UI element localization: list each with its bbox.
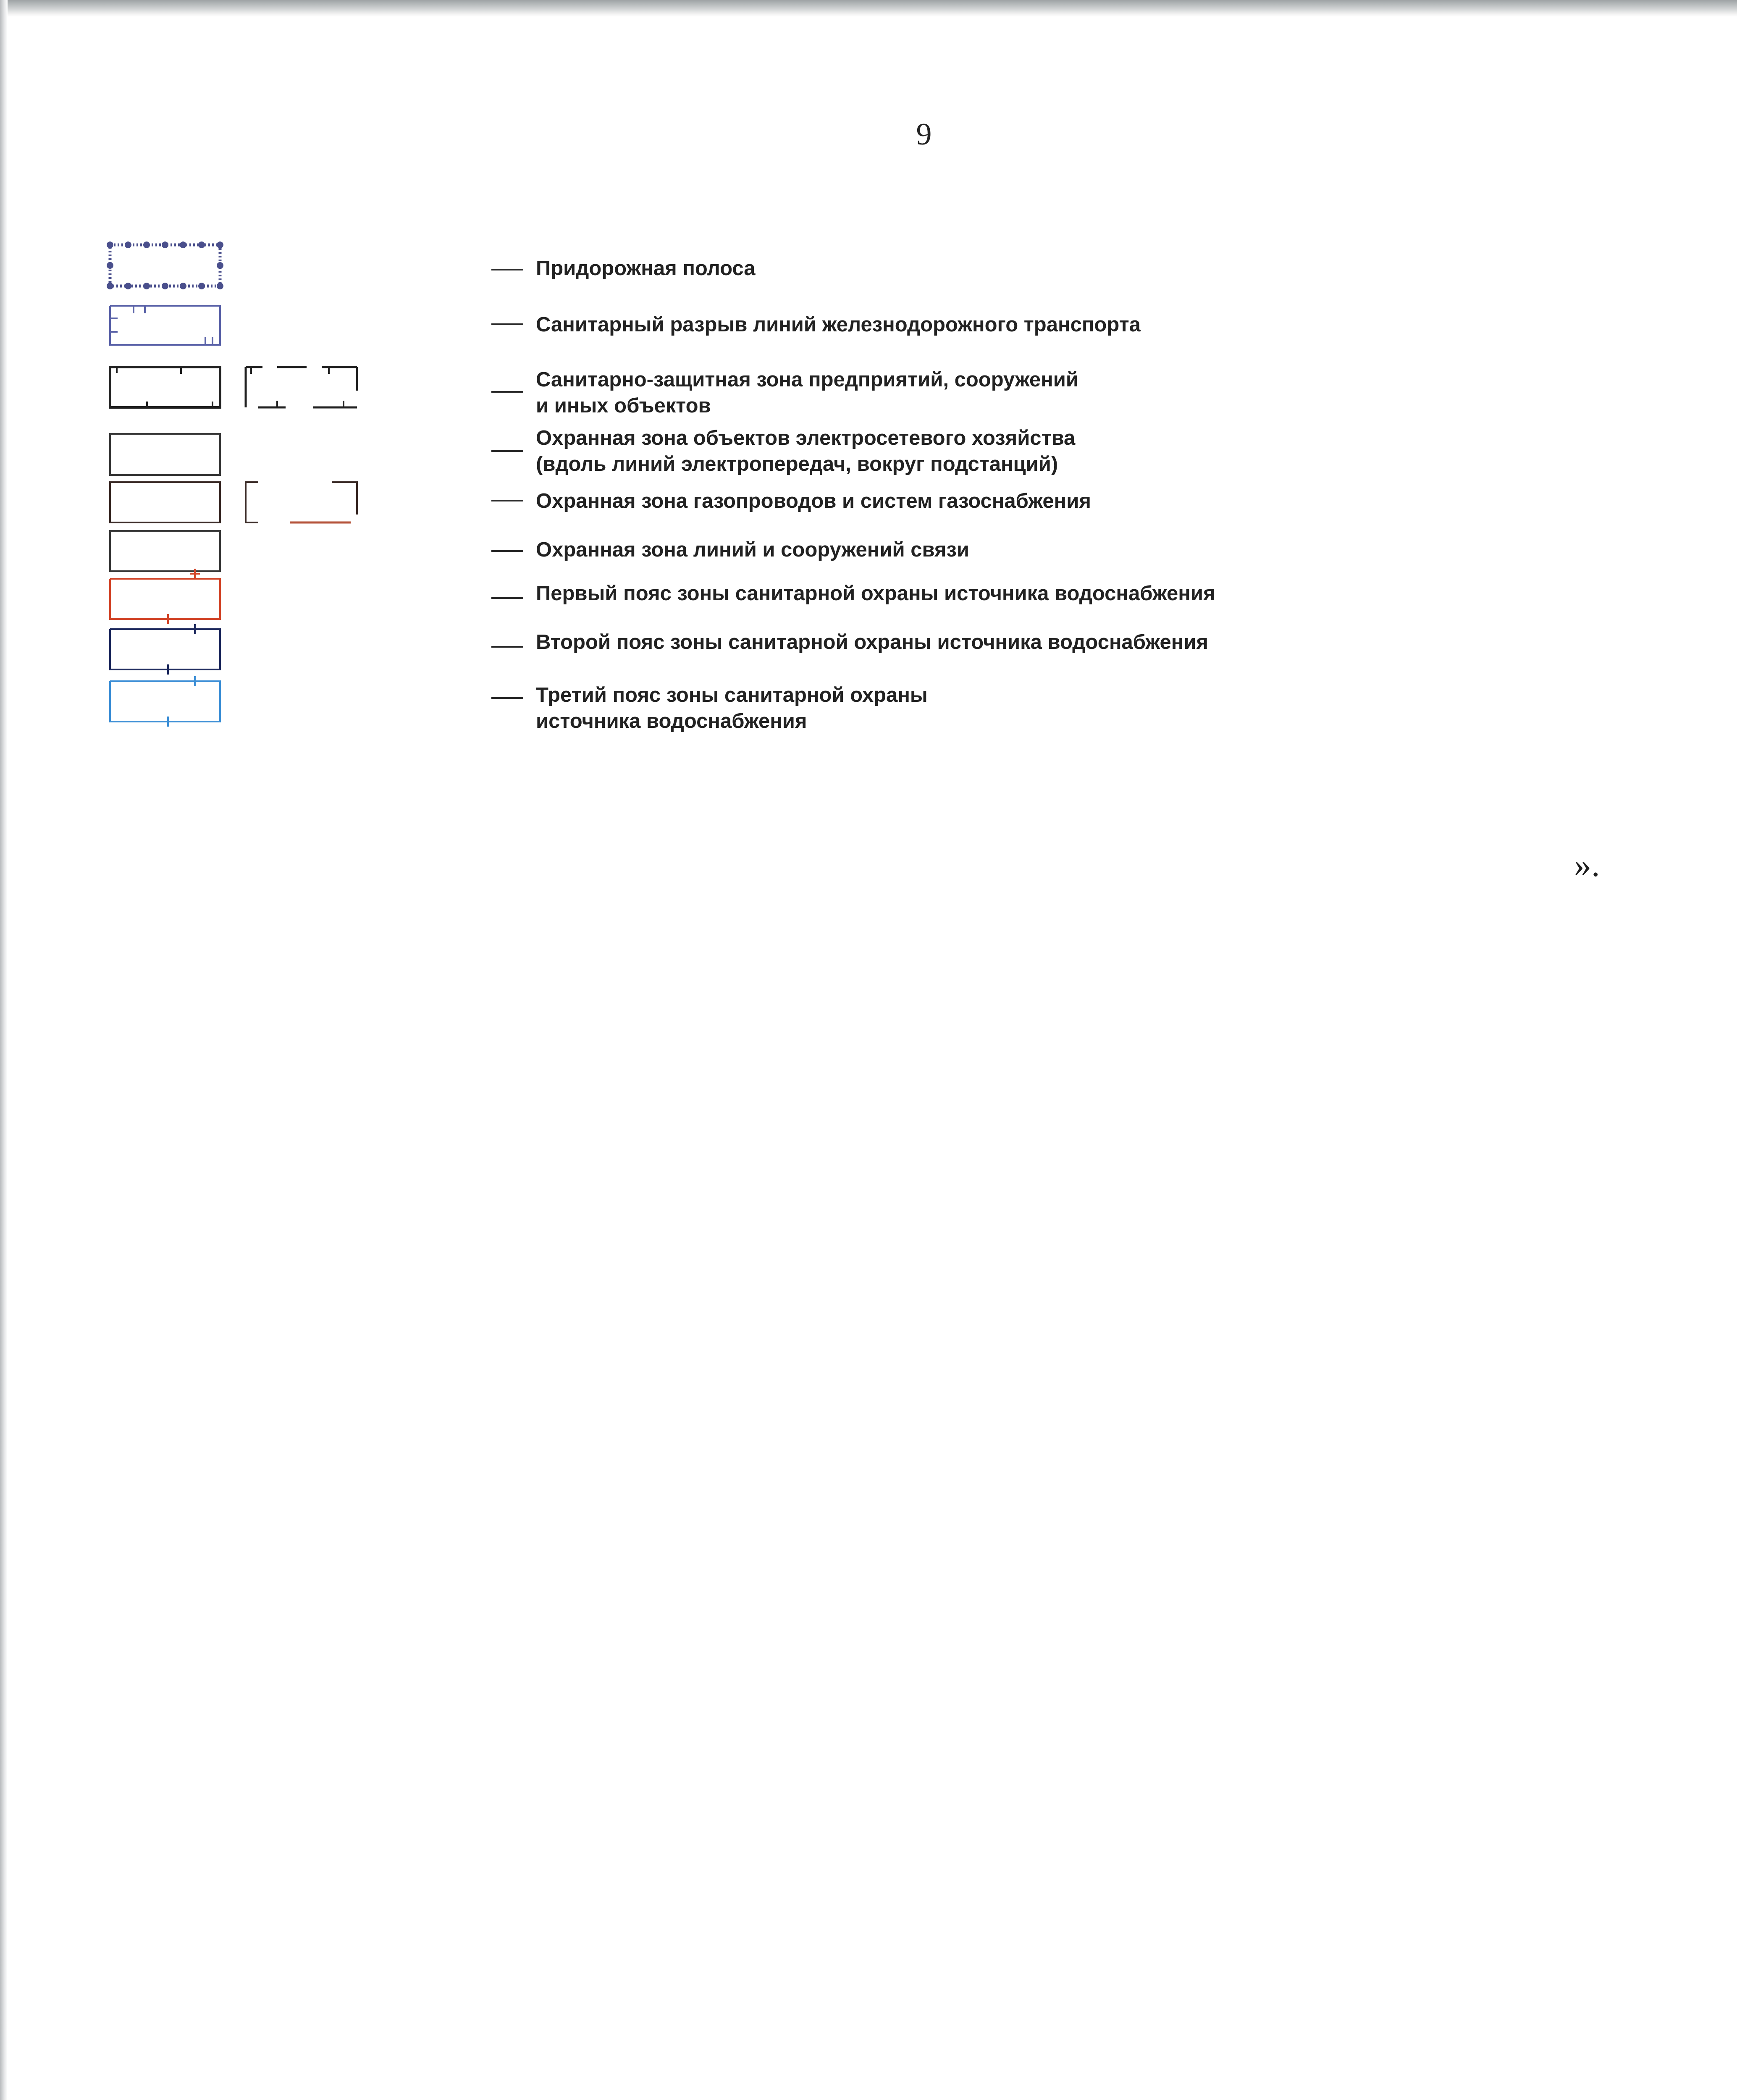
legend-dash	[491, 500, 523, 501]
legend-label: Охранная зона объектов электросетевого хозяйства (вдоль линий электропередач, вокруг подстанций)	[536, 427, 1076, 475]
legend-dash	[491, 697, 523, 699]
legend-row-power-grid-protection-zone	[491, 425, 1737, 477]
gas-pipeline-protection-zone-symbol	[110, 482, 357, 522]
railway-sanitary-gap-symbol	[110, 306, 220, 345]
legend-row-gas-pipeline-protection-zone	[491, 488, 1737, 514]
legend-row-roadside-strip	[491, 255, 1737, 281]
legend-label: Санитарный разрыв линий железнодорожного транспорта	[536, 313, 1141, 336]
legend-label: Охранная зона газопроводов и систем газоснабжения	[536, 490, 1091, 512]
legend-dash	[491, 323, 523, 325]
roadside-strip-symbol	[107, 242, 223, 289]
legend-row-railway-sanitary-gap	[491, 312, 1737, 338]
power-grid-protection-zone-symbol	[110, 434, 220, 475]
water-source-zone-2-symbol	[110, 624, 220, 675]
legend-row-water-source-zone-2	[491, 629, 1737, 655]
legend-label: Первый пояс зоны санитарной охраны источника водоснабжения	[536, 582, 1215, 605]
water-source-zone-3-symbol	[110, 676, 220, 727]
legend-label: Охранная зона линий и сооружений связи	[536, 538, 970, 561]
sanitary-protection-zone-symbol	[110, 367, 357, 407]
legend-label: Второй пояс зоны санитарной охраны источника водоснабжения	[536, 631, 1209, 654]
legend-label: Придорожная полоса	[536, 257, 756, 280]
legend-dash	[491, 550, 523, 552]
communication-lines-protection-zone-symbol	[110, 531, 220, 571]
legend-dash	[491, 450, 523, 452]
closing-quote-mark: ».	[1574, 845, 1600, 884]
legend-row-communication-lines-protection-zone	[491, 537, 1737, 563]
legend-row-water-source-zone-1	[491, 580, 1737, 606]
legend-dash	[491, 597, 523, 599]
legend-row-water-source-zone-3	[491, 682, 1737, 734]
legend-label: Третий пояс зоны санитарной охраны источника водоснабжения	[536, 684, 928, 732]
legend-row-sanitary-protection-zone	[491, 367, 1737, 419]
legend-label: Санитарно-защитная зона предприятий, сооружений и иных объектов	[536, 368, 1079, 417]
water-source-zone-1-symbol	[110, 569, 220, 624]
legend-dash	[491, 646, 523, 648]
legend-dash	[491, 391, 523, 393]
legend-symbols	[0, 0, 378, 756]
legend-dash	[491, 269, 523, 270]
page-number: 9	[916, 117, 932, 152]
